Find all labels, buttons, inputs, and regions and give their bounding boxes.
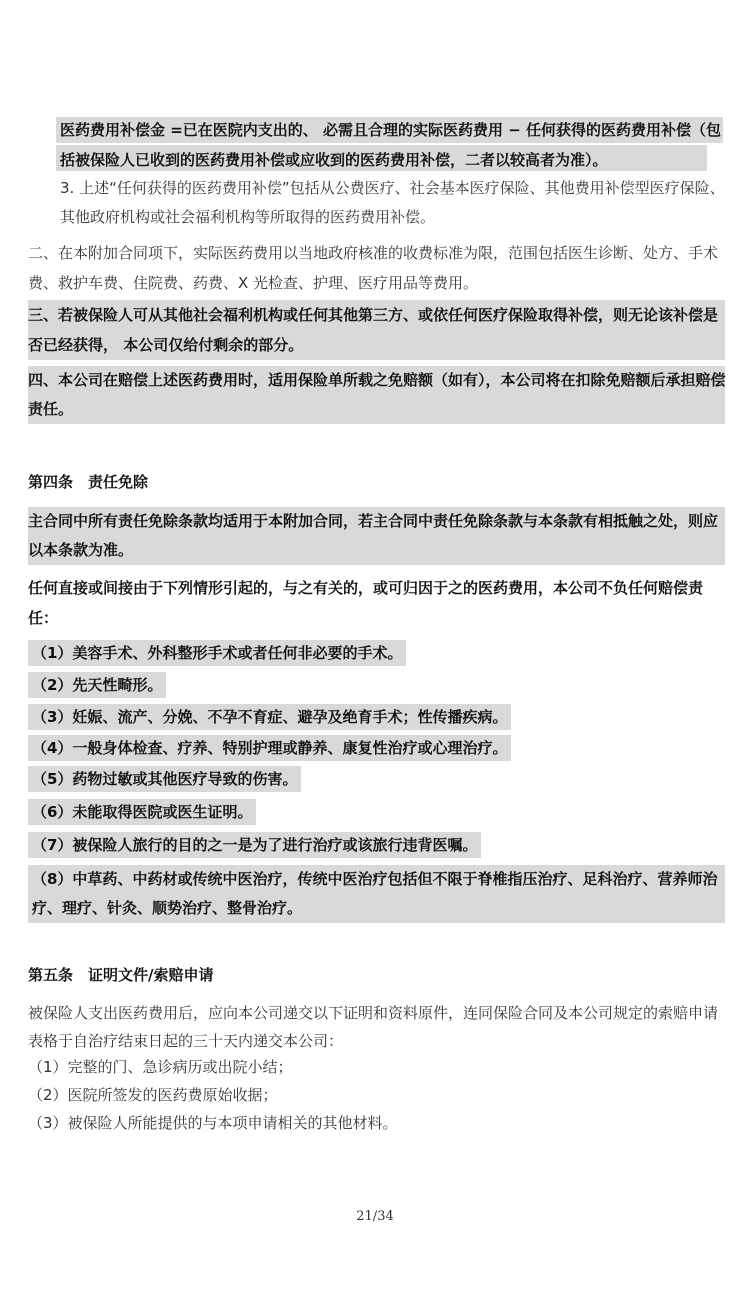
- document-item: （2）医院所签发的医药费原始收据；: [28, 1086, 278, 1104]
- paragraph-3: 三、若被保险人可从其他社会福利机构或任何其他第三方、或依任何医疗保险取得补偿，则无论该补偿是否已经获得， 本公司仅给付剩余的部分。: [28, 306, 719, 354]
- exclusion-item: （8）中草药、中药材或传统中医治疗，传统中医治疗包括但不限于脊椎指压治疗、足科治疗、营养师治疗、理疗、针灸、顺势治疗、整骨治疗。: [32, 870, 718, 917]
- article-4-title: 第四条 责任免除: [28, 473, 149, 491]
- exclusion-scope: 任何直接或间接由于下列情形引起的，与之有关的，或可归因于之的医药费用，本公司不负任何赔偿责任：: [28, 579, 704, 627]
- paragraph-item-3: 3. 上述“任何获得的医药费用补偿”包括从公费医疗、社会基本医疗保险、其他费用补偿型医疗保险、其他政府机构或社会福利机构等所取得的医药费用补偿。: [60, 179, 725, 226]
- exclusion-item: （4）一般身体检查、疗养、特别护理或静养、康复性治疗或心理治疗。: [28, 735, 511, 761]
- exclusion-item: （5）药物过敏或其他医疗导致的伤害。: [28, 766, 301, 792]
- exclusion-intro: 主合同中所有责任免除条款均适用于本附加合同，若主合同中责任免除条款与本条款有相抵触之处，则应以本条款为准。: [28, 512, 719, 559]
- page-number: 21/34: [356, 1209, 394, 1224]
- claim-paragraph: 被保险人支出医药费用后，应向本公司递交以下证明和资料原件，连同保险合同及本公司规定的索赔申请表格于自治疗结束日起的三十天内递交本公司：: [28, 1004, 719, 1050]
- exclusion-item: （1）美容手术、外科整形手术或者任何非必要的手术。: [28, 640, 406, 666]
- article-5-title: 第五条 证明文件/索赔申请: [28, 966, 214, 984]
- formula-paragraph: 医药费用补偿金 =已在医院内支出的、 必需且合理的实际医药费用 − 任何获得的医药费用补偿（包括被保险人已收到的医药费用补偿或应收到的医药费用补偿，二者以较高者为准）。: [60, 121, 722, 169]
- paragraph-2: 二、在本附加合同项下，实际医药费用以当地政府核准的收费标准为限，范围包括医生诊断、处方、手术费、救护车费、住院费、药费、X 光检查、护理、医疗用品等费用。: [28, 244, 719, 292]
- exclusion-item: （7）被保险人旅行的目的之一是为了进行治疗或该旅行违背医嘱。: [28, 832, 481, 858]
- exclusion-item: （6）未能取得医院或医生证明。: [28, 799, 256, 825]
- exclusion-item: （3）妊娠、流产、分娩、不孕不育症、避孕及绝育手术；性传播疾病。: [28, 704, 511, 730]
- document-item: （3）被保险人所能提供的与本项申请相关的其他材料。: [28, 1114, 398, 1132]
- exclusion-item: （2）先天性畸形。: [28, 672, 166, 698]
- document-item: （1）完整的门、急诊病历或出院小结；: [28, 1058, 293, 1076]
- paragraph-4: 四、本公司在赔偿上述医药费用时，适用保险单所载之免赔额（如有），本公司将在扣除免赔额后承担赔偿责任。: [28, 371, 726, 418]
